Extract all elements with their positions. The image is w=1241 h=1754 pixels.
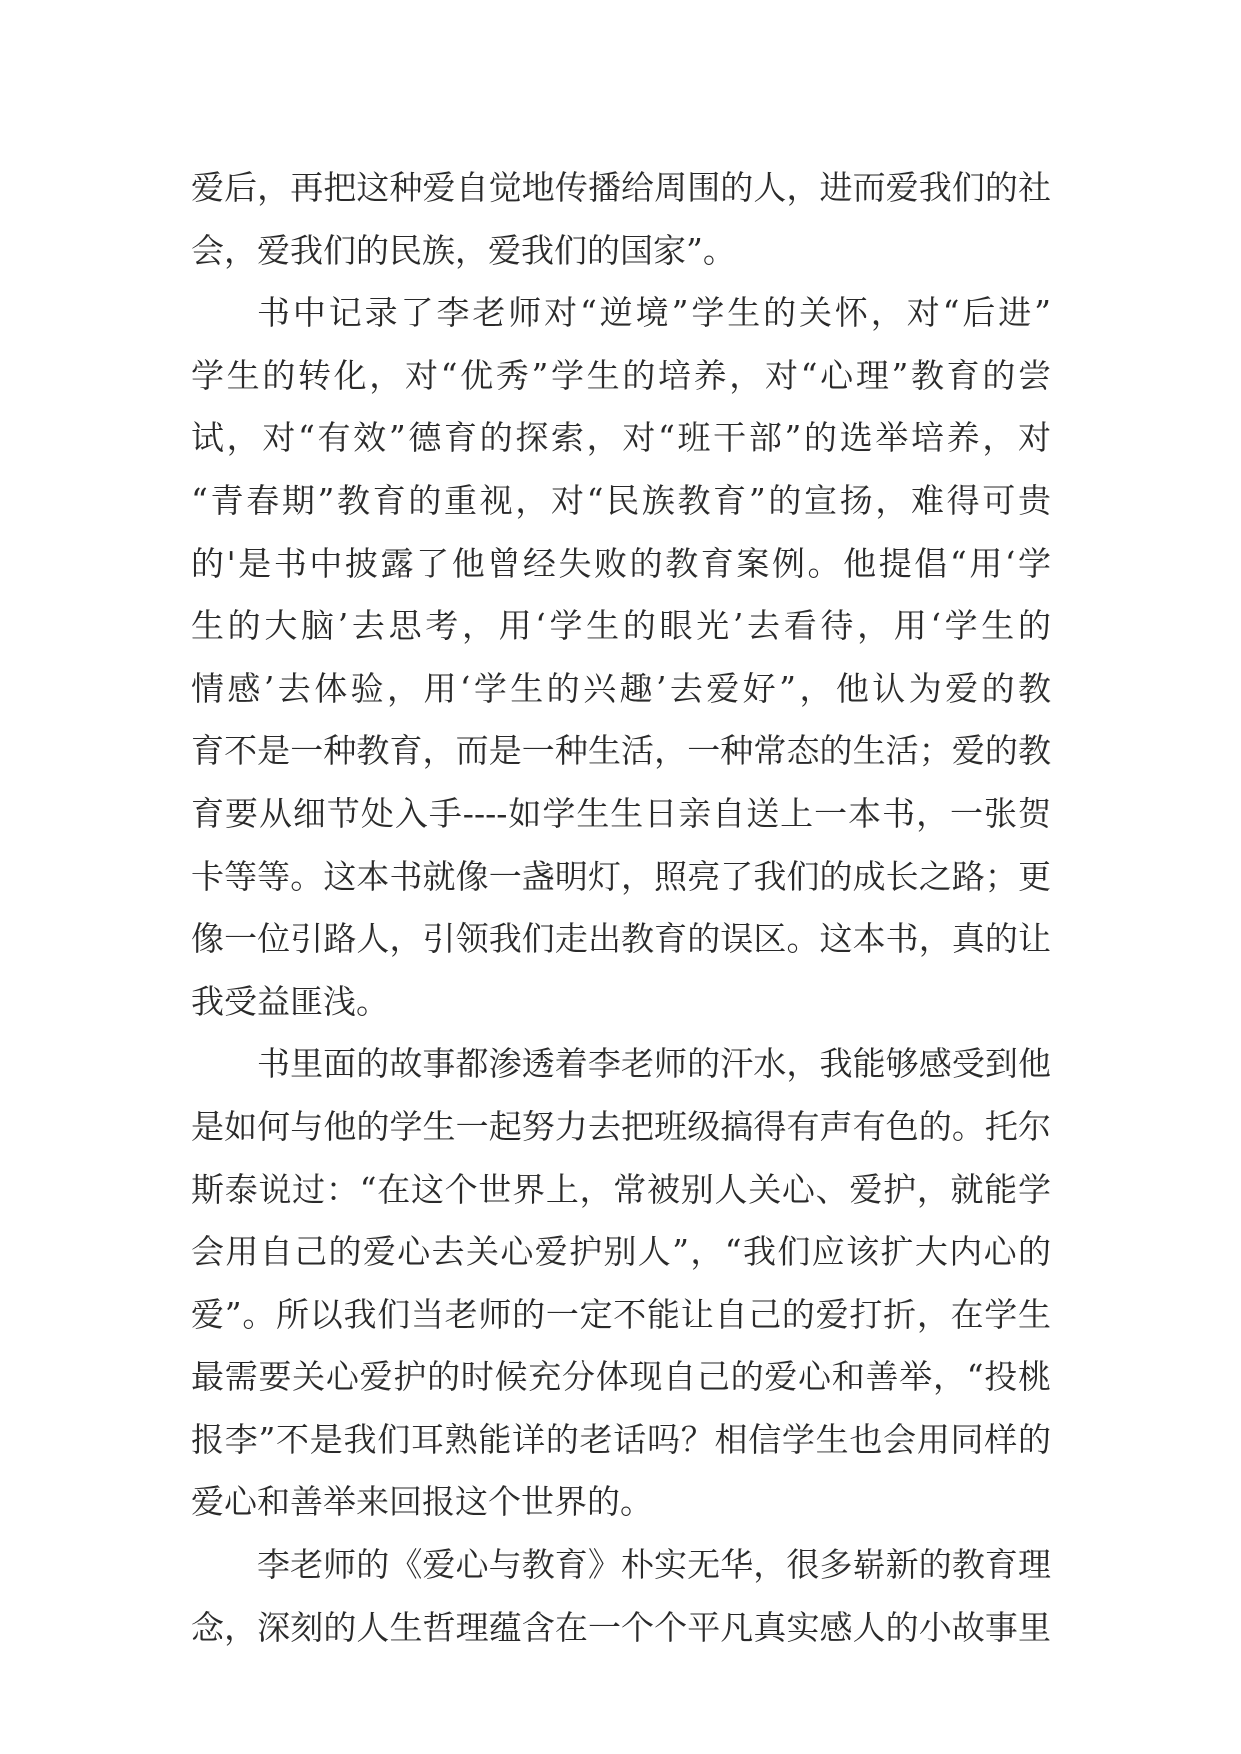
text-line: 李老师的《爱心与教育》朴实无华，很多崭新的教育理	[257, 1545, 1051, 1585]
paragraph	[191, 282, 1051, 1033]
text-line: 爱”。所以我们当老师的一定不能让自己的爱打折，在学生	[191, 1294, 1051, 1334]
text-line: 我受益匪浅。	[191, 981, 389, 1021]
text-line: 念，深刻的人生哲理蕴含在一个个平凡真实感人的小故事里	[191, 1607, 1051, 1647]
text-line: 报李”不是我们耳熟能详的老话吗？相信学生也会用同样的	[191, 1419, 1051, 1459]
text-line: 情感’去体验，用‘学生的兴趣’去爱好”，他认为爱的教	[191, 668, 1051, 708]
text-line: 最需要关心爱护的时候充分体现自己的爱心和善举，“投桃	[191, 1357, 1051, 1397]
paragraph	[191, 1534, 1051, 1659]
text-line: 试，对“有效”德育的探索，对“班干部”的选举培养，对	[191, 418, 1051, 458]
text-line: 书中记录了李老师对“逆境”学生的关怀，对“后进”	[257, 293, 1051, 333]
paragraph	[191, 1033, 1051, 1534]
text-line: 卡等等。这本书就像一盏明灯，照亮了我们的成长之路；更	[191, 856, 1051, 896]
text-line: 的'是书中披露了他曾经失败的教育案例。他提倡“用‘学	[191, 543, 1051, 583]
text-line: 爱心和善举来回报这个世界的。	[191, 1482, 653, 1522]
text-line: 生的大脑’去思考，用‘学生的眼光’去看待，用‘学生的	[191, 606, 1051, 646]
text-line: 学生的转化，对“优秀”学生的培养，对“心理”教育的尝	[191, 355, 1051, 395]
text-line: 是如何与他的学生一起努力去把班级搞得有声有色的。托尔	[191, 1106, 1051, 1146]
paragraph	[191, 157, 1051, 282]
text-line: 育要从细节处入手----如学生生日亲自送上一本书，一张贺	[191, 793, 1051, 833]
text-line: 育不是一种教育，而是一种生活，一种常态的生活；爱的教	[191, 731, 1051, 771]
text-line: 爱后，再把这种爱自觉地传播给周围的人，进而爱我们的社	[191, 168, 1051, 207]
text-line: 书里面的故事都渗透着李老师的汗水，我能够感受到他	[257, 1044, 1051, 1084]
body-text	[191, 157, 1051, 1659]
text-line: 会，爱我们的民族，爱我们的国家”。	[191, 230, 736, 270]
text-line: 斯泰说过：“在这个世界上，常被别人关心、爱护，就能学	[191, 1169, 1051, 1209]
text-line: 像一位引路人，引领我们走出教育的误区。这本书，真的让	[191, 919, 1051, 959]
text-line: “青春期”教育的重视，对“民族教育”的宣扬，难得可贵	[191, 480, 1051, 520]
text-line: 会用自己的爱心去关心爱护别人”，“我们应该扩大内心的	[191, 1232, 1051, 1272]
